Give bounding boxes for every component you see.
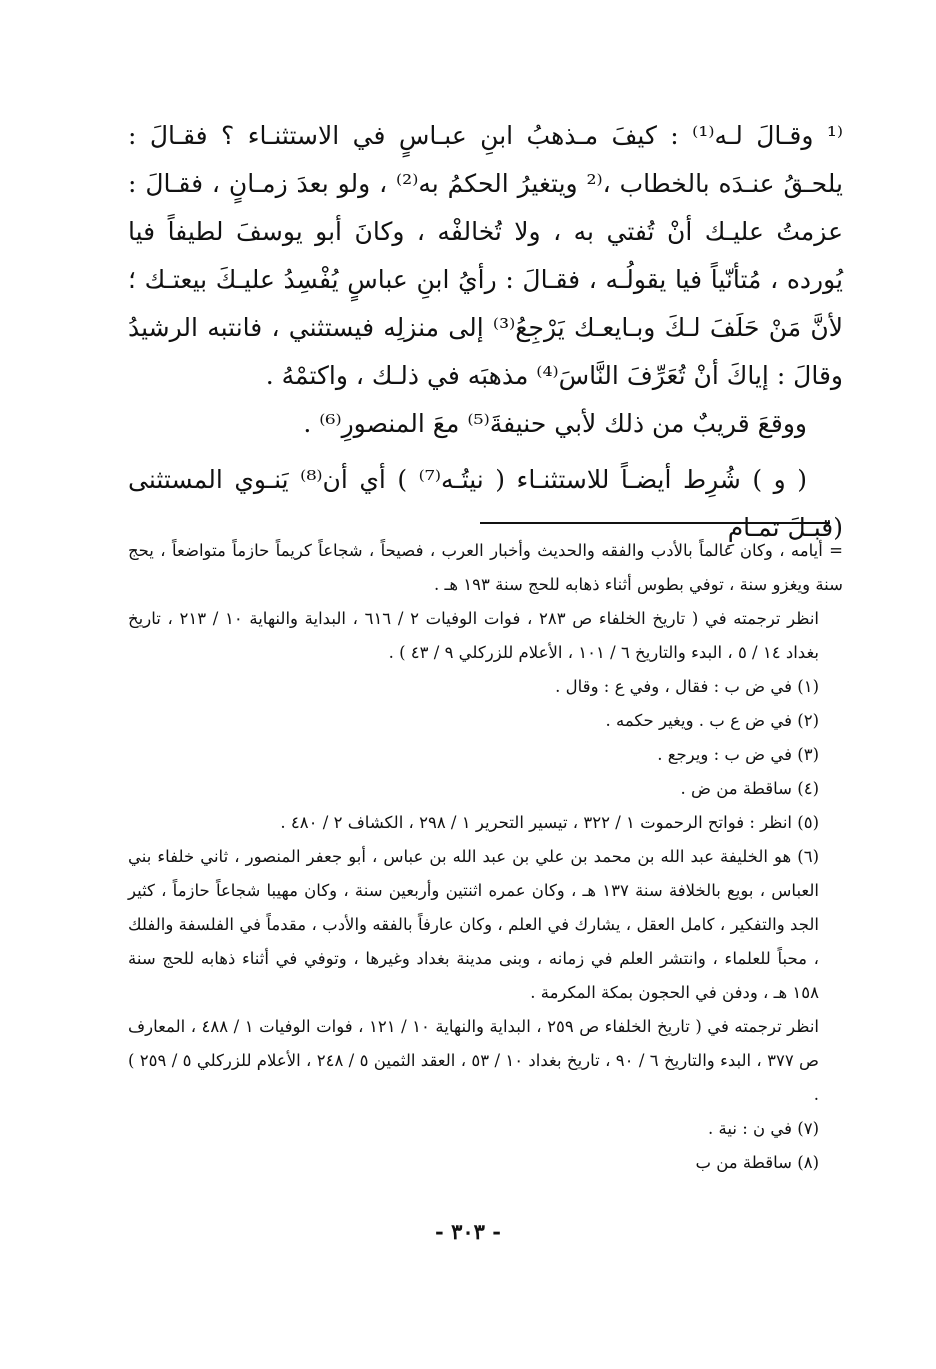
footnote-separator <box>480 522 830 524</box>
main-line: به ، ولا تُخالفْه ، وكانَ أبو يوسفَ لطيفاً فيا يُورده ، مُتأنّياً فيا يقولُـه ، فقـالَ : <box>128 217 844 294</box>
footnote-7: (٧) في ن : نية . <box>708 1119 819 1138</box>
footnote-2: (٢) في ض ع ب . ويغير حكمه . <box>605 711 819 730</box>
footnote-bio-continuation: = أيامه ، وكان عالماً بالأدب والفقه والحديث وأخبار العرب ، فصيحاً ، شجاعاً كريماً حازماً متواضعاً ، يحج سنة ويغزو سنة ، توفي بطوس أثناء ذهابه للحج سنة ١٩٣ هـ . <box>128 541 843 594</box>
footnote-5: (٥) انظر : فواتح الرحموت ١ / ٣٢٢ ، تيسير التحرير ١ / ٢٩٨ ، الكشاف ٢ / ٤٨٠ . <box>280 813 819 832</box>
main-line: بالخطاب ،⁽² ويتغيرُ الحكمُ به⁽²⁾ ، ولو بعدَ زمـانٍ ، فقـالَ : عزمتُ عليـك أنْ تُفتي <box>128 169 843 246</box>
footnotes <box>128 534 843 1180</box>
footnote-1: (١) في ض ب : فقال ، وفي ع : وقال . <box>555 677 819 696</box>
main-line: منزلِه فيستثني ، فانتبه الرشيدُ وقالَ : إياكَ أنْ تُعَرِّفَ النَّاسَ⁽⁴⁾ مذهبَه في ذلـك ، <box>128 313 843 390</box>
main-paragraph-2: ووقعَ قريبٌ من ذلك لأبي حنيفةَ⁽⁵⁾ معَ المنصورِ⁽⁶⁾ . <box>303 409 807 438</box>
footnote-3: (٣) في ض ب : ويرجع . <box>657 745 819 764</box>
footnote-bio-references: انظر ترجمته في ( تاريخ الخلفاء ص ٢٨٣ ، فوات الوفيات ٢ / ٦١٦ ، البداية والنهاية ١٠ / ٢١٣ ، تاريخ بغداد ١٤ / ٥ ، البدء والتاريخ ٦ / ١٠١ ، الأعلام للزركلي ٩ / ٤٣ ) . <box>128 609 819 662</box>
main-text <box>128 112 843 552</box>
main-paragraph-3: ( و ) شُرِط أيضـاً للاستثنـاء ( نيتُـه⁽⁷⁾ ) أي أن⁽⁸⁾ يَنـوي المستثنى (قبـلَ تمـامِ <box>128 465 843 542</box>
page-number: - ٣٠٣ - <box>435 1219 501 1244</box>
footnote-6: (٦) هو الخليفة عبد الله بن محمد بن علي بن عبد الله بن عباس ، أبو جعفر المنصور ، ثاني خلفاء بني العباس ، بويع بالخلافة سنة ١٣٧ هـ ، وكان عمره اثنتين وأربعين سنة ، وكان مهيبا شجاعاً حازماً ، كثير الجد والتفكير ، كامل العقل ، يشارك في العلم ، وكان عارفاً بالفقه والأدب ، مقدماً في الفلسفة والفلك ، محباً للعلماء ، وانتشر العلم في زمانه ، وبنى مدينة بغداد وغيرها ، وتوفي في أثناء ذهابه للحج سنة ١٥٨ هـ ، ودفن في الحجون بمكة المكرمة . <box>128 847 819 1002</box>
footnote-6-references: انظر ترجمته في ( تاريخ الخلفاء ص ٢٥٩ ، البداية والنهاية ١٠ / ١٢١ ، فوات الوفيات ١ / ٤٨٨ ، المعارف ص ٣٧٧ ، البدء والتاريخ ٦ / ٩٠ ، تاريخ بغداد ١٠ / ٥٣ ، العقد الثمين ٥ / ٢٤٨ ، الأعلام للزركلي ٥ / ٢٥٩ ) . <box>128 1017 819 1104</box>
main-line: ⁽¹ وقـالَ لـه⁽¹⁾ : كيفَ مـذهبُ ابنِ عبـاسٍ في الاستثنـاء ؟ فقـالَ : يلحـقُ عنـدَه <box>128 121 843 198</box>
footnote-8: (٨) ساقطة من ب <box>695 1153 819 1172</box>
main-line: واكتمْهُ . <box>265 361 348 390</box>
main-paragraph-1 <box>128 112 843 400</box>
main-line: رأيُ ابنِ عباسٍ يُفْسِدُ عليـكَ بيعتـك ؛ لأنَّ مَنْ حَلَفَ لـكَ وبـايعـك يَرْجِعُ⁽³⁾ إلى <box>128 265 843 342</box>
footnote-4: (٤) ساقطة من ض . <box>680 779 819 798</box>
